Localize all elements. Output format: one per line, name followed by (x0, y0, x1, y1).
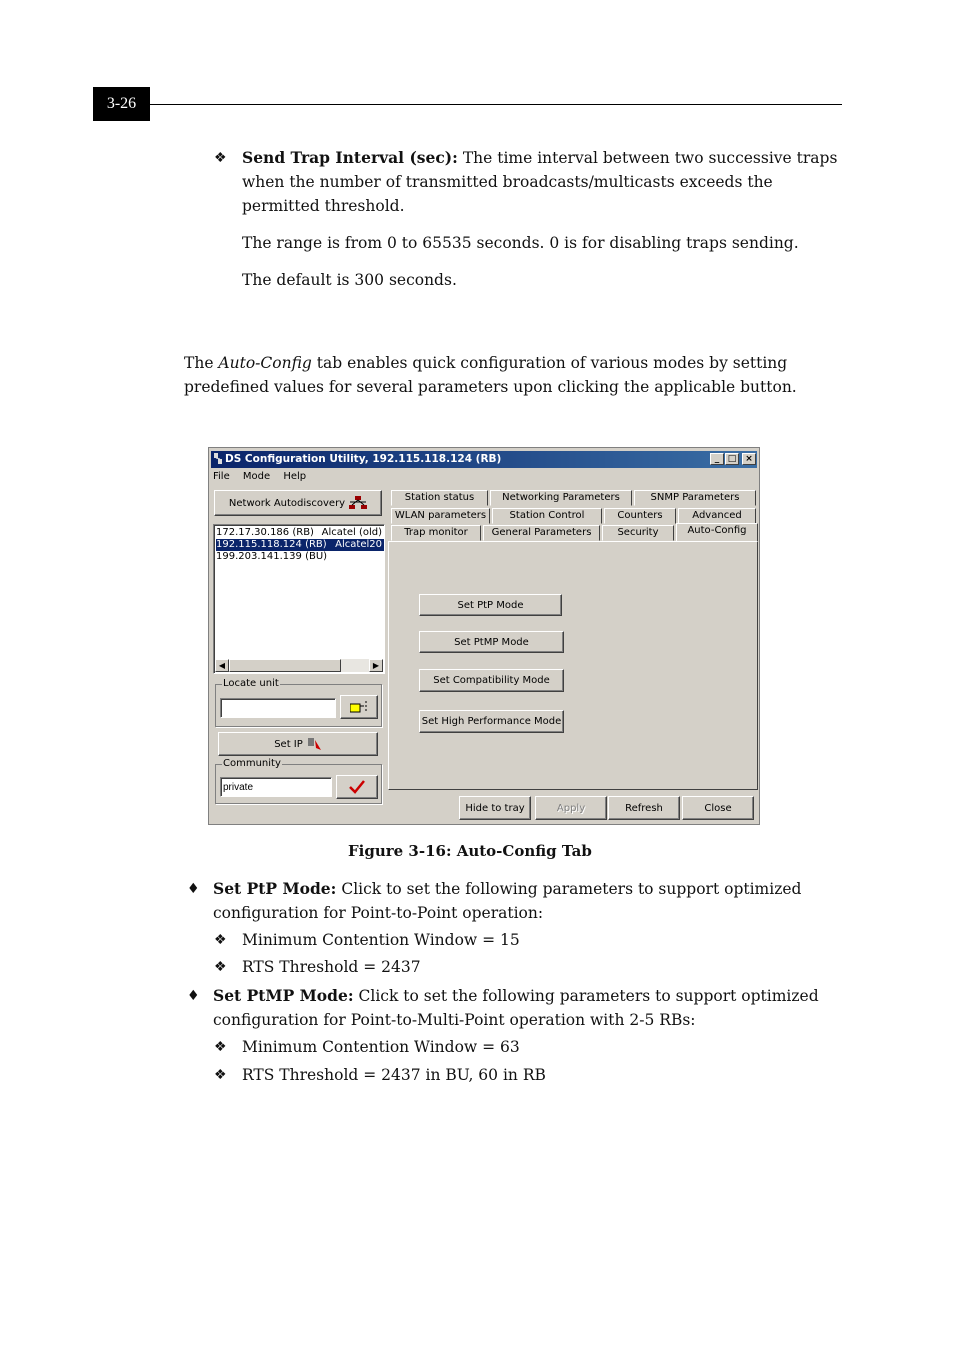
close-icon[interactable]: × (742, 453, 756, 465)
ptp-line2: configuration for Point-to-Point operation: (213, 904, 544, 922)
ptmp-line2: configuration for Point-to-Multi-Point operation with 2-5 RBs: (213, 1011, 696, 1029)
unit-row-2-ip: 192.115.118.124 (RB) (216, 539, 327, 550)
send-trap-term: Send Trap Interval (sec): (242, 148, 458, 167)
unit-row-3-ip: 199.203.141.139 (BU) (216, 551, 328, 562)
menu-help[interactable]: Help (283, 471, 307, 482)
tab-advanced[interactable]: Advanced (678, 508, 756, 524)
set-ptp-mode-button[interactable]: Set PtP Mode (419, 594, 562, 616)
ptp-text1: Click to set the following parameters to support optimized (341, 880, 802, 898)
set-ip-button[interactable] (218, 732, 378, 756)
tab-auto-config[interactable]: Auto-Config (676, 523, 758, 542)
ptp-bullet-icon: ♦ (187, 881, 200, 897)
window-title: DS Configuration Utility, 192.115.118.124 (RB) (225, 453, 502, 465)
ptp-line1 (213, 877, 801, 901)
set-ip-icon (306, 736, 322, 752)
ptmp-item-2: RTS Threshold = 2437 in BU, 60 in RB (242, 1066, 546, 1084)
ptmp-line1 (213, 984, 819, 1008)
ptp-item-2: RTS Threshold = 2437 (242, 958, 421, 976)
tab-security[interactable]: Security (602, 525, 674, 541)
community-input[interactable] (220, 777, 332, 797)
menu-bar (213, 471, 316, 485)
network-icon (349, 496, 367, 510)
locate-unit-button[interactable] (340, 695, 378, 719)
header-rule (150, 104, 842, 105)
window-titlebar (211, 451, 757, 468)
refresh-button[interactable]: Refresh (608, 796, 680, 820)
send-trap-text1: The time interval between two successive traps (462, 149, 838, 167)
maximize-icon[interactable]: □ (725, 453, 739, 465)
set-compatibility-mode-button[interactable]: Set Compatibility Mode (419, 669, 564, 692)
menu-mode[interactable]: Mode (242, 471, 271, 482)
intro-post: tab enables quick configuration of various modes by setting (311, 354, 788, 372)
locate-unit-group (215, 678, 382, 727)
apply-button[interactable]: Apply (535, 796, 607, 820)
ptp-item-1-bullet-icon: ❖ (214, 932, 227, 948)
checkmark-icon (349, 780, 365, 794)
minimize-icon[interactable]: _ (710, 453, 724, 465)
tab-counters[interactable]: Counters (604, 508, 676, 524)
intro-line2: predefined values for several parameters upon clicking the applicable button. (184, 378, 797, 396)
send-trap-default: The default is 300 seconds. (242, 271, 457, 289)
hide-to-tray-button[interactable]: Hide to tray (459, 796, 531, 820)
app-icon (213, 453, 223, 465)
set-ip-label: Set IP (274, 738, 303, 750)
tab-station-control[interactable]: Station Control (492, 508, 602, 524)
intro-pre: The (184, 354, 219, 372)
tab-station-status[interactable]: Station status (391, 490, 488, 506)
page-number: 3-26 (93, 87, 150, 121)
unit-row-2-name: Alcatel20 (335, 539, 382, 550)
network-autodiscovery-label: Network Autodiscovery (228, 497, 346, 509)
tab-wlan-parameters[interactable]: WLAN parameters (391, 508, 490, 524)
unit-row-1-name: Alcatel (old) (321, 527, 382, 538)
tab-snmp-parameters[interactable]: SNMP Parameters (634, 490, 756, 506)
scroll-left-icon[interactable]: ◀ (215, 659, 229, 672)
ptp-item-2-bullet-icon: ❖ (214, 959, 227, 975)
send-trap-bullet-icon: ❖ (214, 150, 227, 166)
unit-row-1[interactable] (216, 527, 384, 539)
pointer-hand-icon (350, 700, 368, 714)
config-utility-window (208, 447, 760, 825)
community-group (215, 758, 382, 804)
ptmp-bullet-icon: ♦ (187, 988, 200, 1004)
tab-trap-monitor[interactable]: Trap monitor (391, 525, 481, 541)
units-list[interactable] (213, 524, 385, 674)
intro-tab-name: Auto-Config (218, 354, 312, 372)
locate-unit-input[interactable] (220, 698, 336, 718)
ptmp-text1: Click to set the following parameters to support optimized (358, 987, 819, 1005)
ptmp-item-1: Minimum Contention Window = 63 (242, 1038, 520, 1056)
ptp-term: Set PtP Mode: (213, 879, 337, 898)
network-autodiscovery-button[interactable] (214, 490, 382, 516)
intro-line1 (184, 351, 787, 375)
set-high-performance-mode-button[interactable]: Set High Performance Mode (419, 710, 564, 733)
ptp-item-1: Minimum Contention Window = 15 (242, 931, 520, 949)
send-trap-range: The range is from 0 to 65535 seconds. 0 is for disabling traps sending. (242, 234, 799, 252)
community-apply-button[interactable] (336, 775, 378, 799)
ptmp-term: Set PtMP Mode: (213, 986, 354, 1005)
send-trap-line2: when the number of transmitted broadcasts/multicasts exceeds the (242, 173, 773, 191)
locate-unit-label: Locate unit (223, 678, 279, 689)
figure-caption: Figure 3-16: Auto-Config Tab (348, 842, 592, 860)
unit-row-2[interactable] (216, 539, 384, 551)
send-trap-line1 (242, 146, 837, 170)
scroll-right-icon[interactable]: ▶ (369, 659, 383, 672)
ptmp-item-2-bullet-icon: ❖ (214, 1067, 227, 1083)
tab-networking-parameters[interactable]: Networking Parameters (490, 490, 632, 506)
ptmp-item-1-bullet-icon: ❖ (214, 1039, 227, 1055)
auto-config-panel (388, 541, 758, 790)
tab-general-parameters[interactable]: General Parameters (483, 525, 600, 541)
send-trap-line3: permitted threshold. (242, 197, 405, 215)
horizontal-scrollbar[interactable] (215, 659, 383, 672)
unit-row-1-ip: 172.17.30.186 (RB) (216, 527, 314, 538)
menu-file[interactable]: File (213, 471, 230, 482)
set-ptmp-mode-button[interactable]: Set PtMP Mode (419, 631, 564, 653)
scroll-thumb[interactable] (229, 659, 341, 672)
unit-row-3[interactable] (216, 551, 384, 563)
close-button[interactable]: Close (682, 796, 754, 820)
community-label: Community (223, 758, 281, 769)
